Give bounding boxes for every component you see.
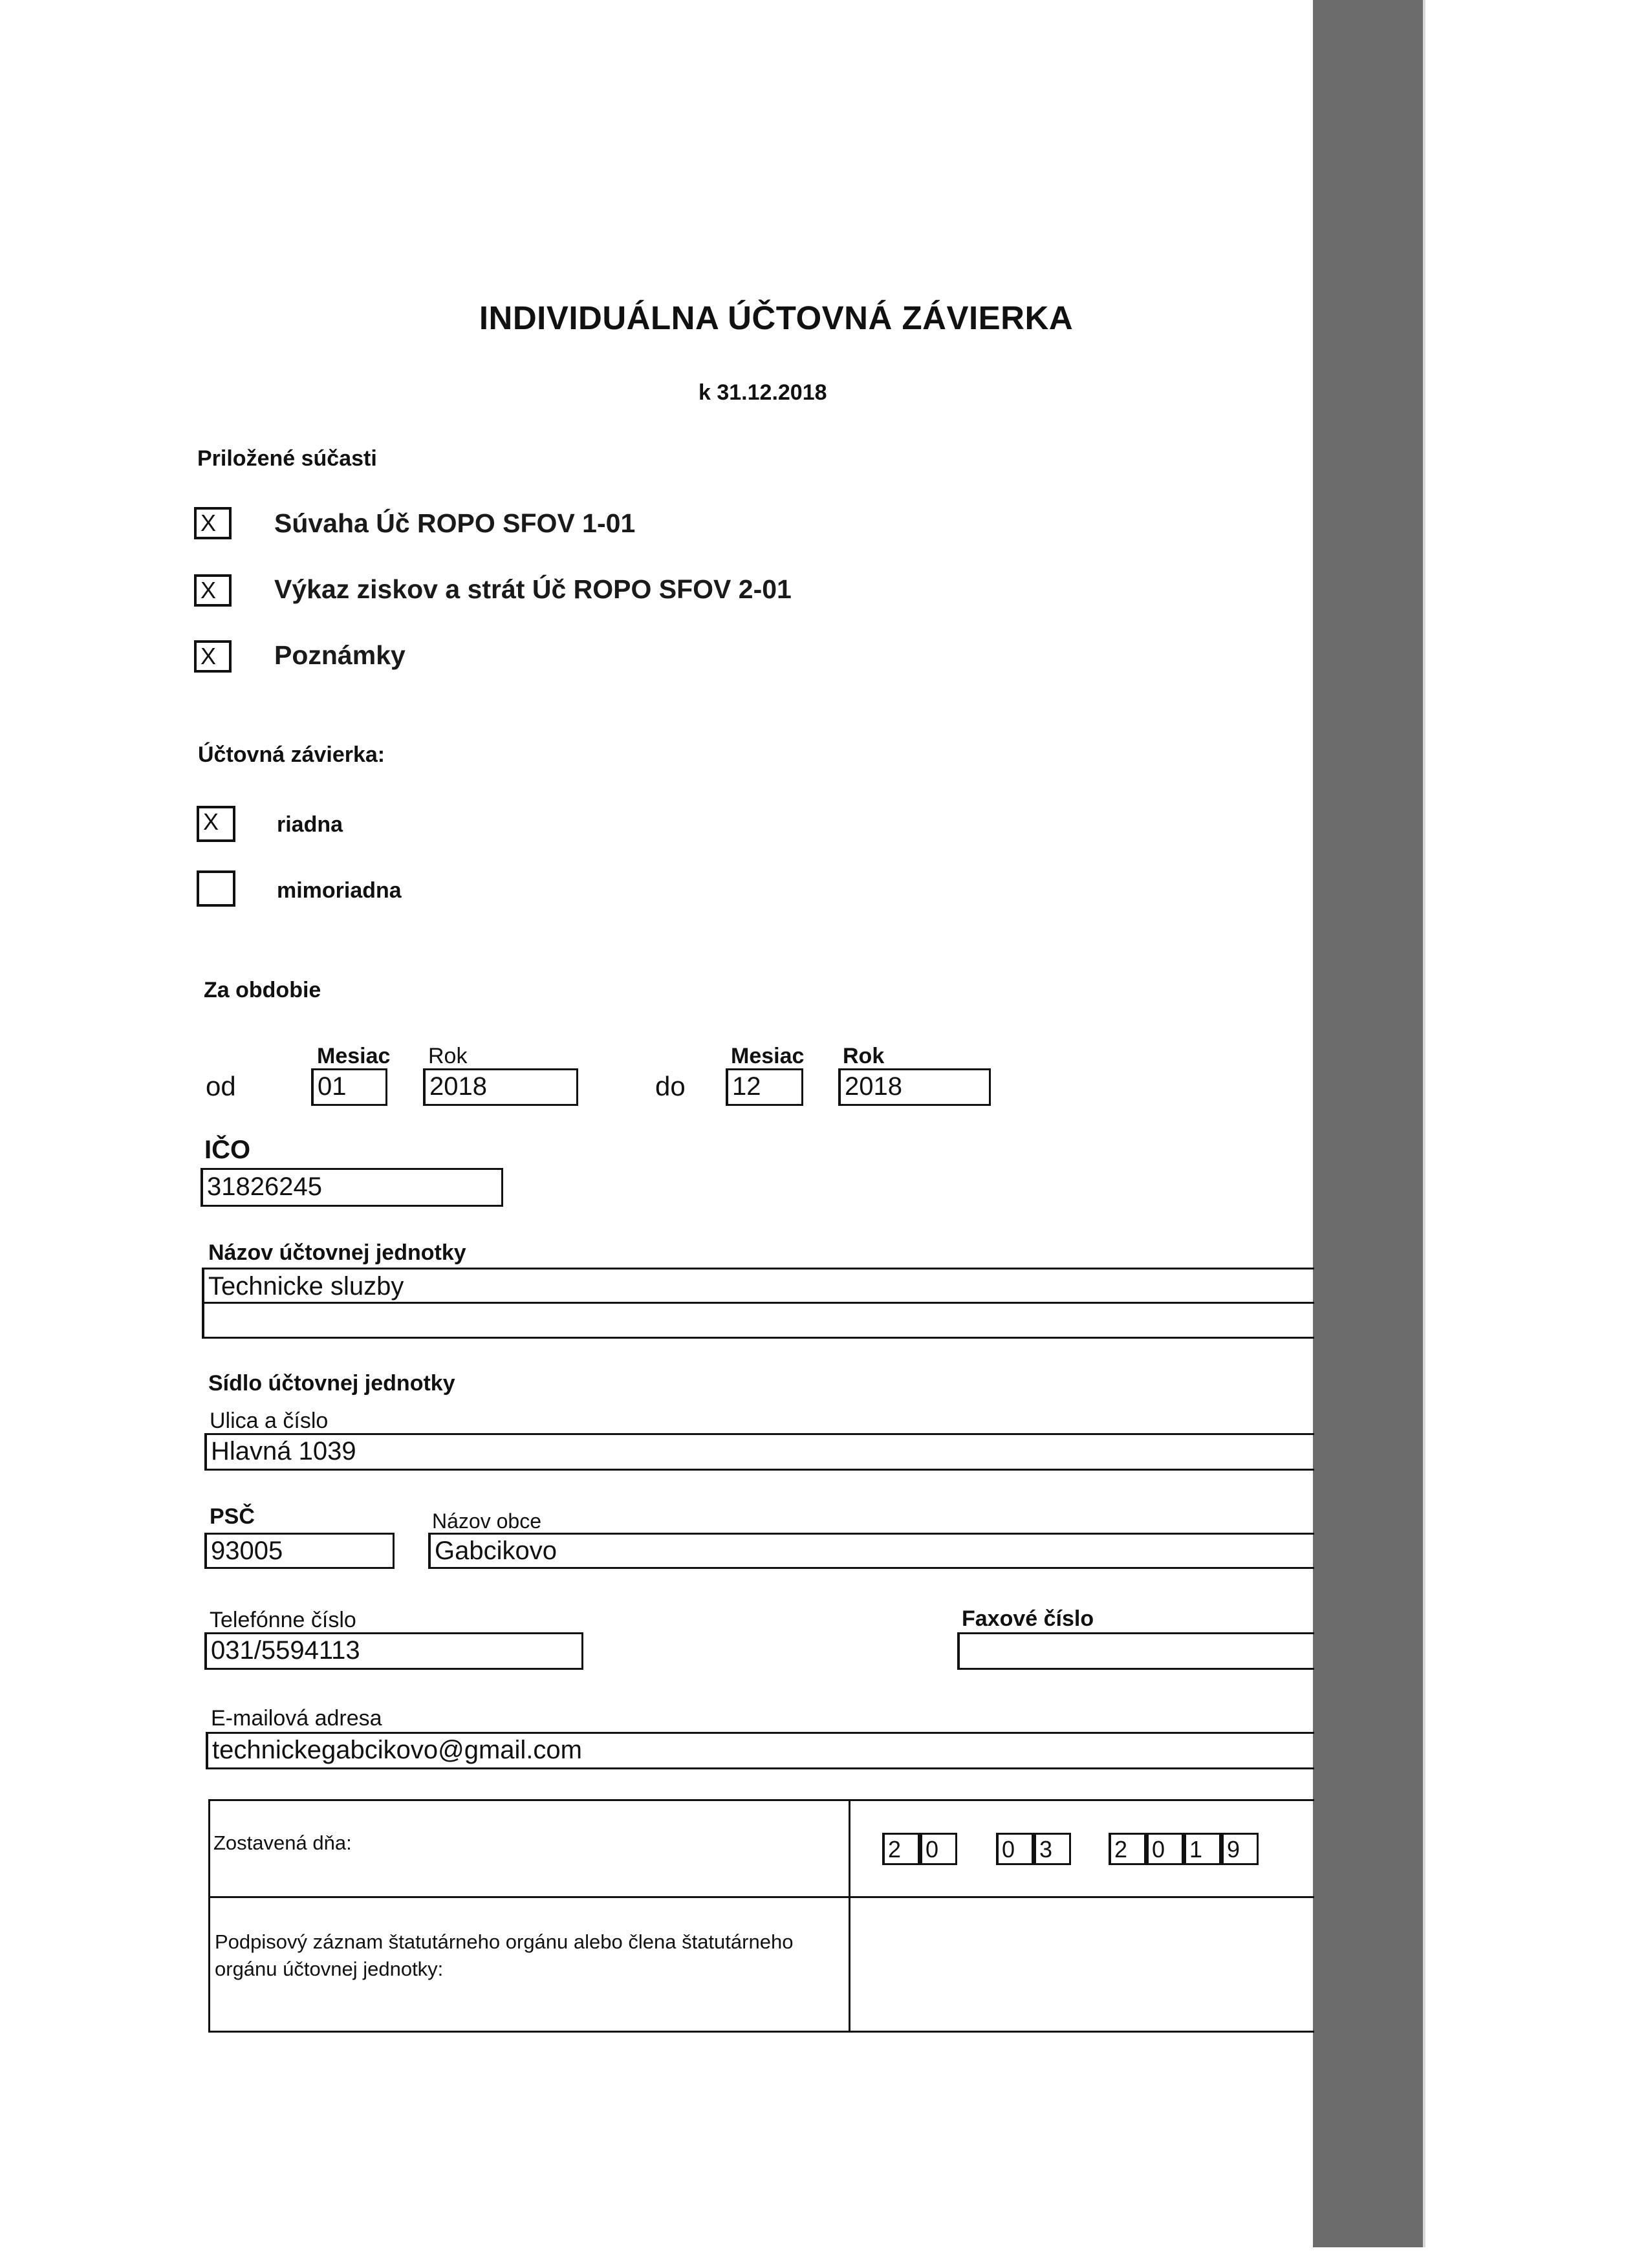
month-digit-1[interactable]: 0 (996, 1833, 1034, 1865)
signature-label (215, 1928, 793, 1983)
signature-label-line2: orgánu účtovnej jednotky: (215, 1958, 444, 1980)
from-year-field[interactable]: 2018 (423, 1068, 578, 1106)
checkbox-income-statement[interactable]: X (194, 574, 232, 607)
from-year-header: Rok (428, 1044, 468, 1068)
year-digit-2[interactable]: 0 (1146, 1833, 1184, 1865)
to-label: do (655, 1071, 686, 1101)
to-month-field[interactable]: 12 (726, 1068, 803, 1106)
signature-area[interactable] (852, 1900, 1312, 2029)
email-label: E-mailová adresa (211, 1706, 382, 1731)
period-label: Za obdobie (204, 978, 321, 1002)
checkbox-regular[interactable]: X (197, 806, 235, 842)
closing-type-label: Účtovná závierka: (198, 742, 385, 767)
table-bottom-border (208, 2031, 1314, 2033)
entity-name-line1: Technicke sluzby (208, 1272, 404, 1301)
table-left-border (208, 1799, 210, 2033)
year-digit-1[interactable]: 2 (1109, 1833, 1146, 1865)
seat-label: Sídlo účtovnej jednotky (208, 1371, 455, 1396)
balance-sheet-label: Súvaha Úč ROPO SFOV 1-01 (274, 508, 636, 538)
street-label: Ulica a číslo (210, 1409, 329, 1433)
psc-field[interactable]: 93005 (204, 1533, 395, 1569)
phone-label: Telefónne číslo (210, 1608, 356, 1632)
ico-field[interactable]: 31826245 (200, 1168, 503, 1207)
attached-parts-label: Priložené súčasti (197, 446, 377, 471)
phone-field[interactable]: 031/5594113 (204, 1632, 583, 1670)
signature-label-line1: Podpisový záznam štatutárneho orgánu alebo člena štatutárneho (215, 1930, 794, 1953)
table-top-border (208, 1799, 1314, 1801)
to-year-field[interactable]: 2018 (838, 1068, 991, 1106)
town-field[interactable]: Gabcikovo (428, 1533, 1314, 1569)
scan-edge-highlight (1423, 0, 1425, 2247)
day-digit-2[interactable]: 0 (920, 1833, 957, 1865)
checkbox-extraordinary[interactable] (197, 870, 235, 907)
document-title: INDIVIDUÁLNA ÚČTOVNÁ ZÁVIERKA (479, 299, 1074, 336)
scan-edge-shadow (1313, 0, 1423, 2247)
entity-name-divider (204, 1302, 1314, 1304)
from-month-field[interactable]: 01 (311, 1068, 387, 1106)
from-month-header: Mesiac (317, 1044, 391, 1068)
checkbox-notes[interactable]: X (194, 640, 232, 673)
compiled-date-label: Zostavená dňa: (213, 1831, 352, 1854)
extraordinary-label: mimoriadna (277, 878, 402, 903)
table-column-divider (849, 1799, 850, 2033)
from-label: od (206, 1071, 236, 1101)
street-field[interactable]: Hlavná 1039 (204, 1433, 1314, 1471)
to-month-header: Mesiac (731, 1044, 805, 1068)
entity-name-label: Názov účtovnej jednotky (208, 1240, 466, 1265)
email-field[interactable]: technickegabcikovo@gmail.com (206, 1732, 1314, 1769)
ico-label: IČO (204, 1136, 251, 1164)
fax-label: Faxové číslo (962, 1606, 1094, 1631)
entity-name-field[interactable] (202, 1268, 1314, 1339)
fax-field[interactable] (957, 1632, 1314, 1670)
income-statement-label: Výkaz ziskov a strát Úč ROPO SFOV 2-01 (274, 574, 792, 604)
town-label: Názov obce (432, 1509, 541, 1533)
day-digit-1[interactable]: 2 (882, 1833, 920, 1865)
notes-label: Poznámky (274, 640, 406, 670)
year-digit-3[interactable]: 1 (1184, 1833, 1221, 1865)
table-middle-border (208, 1896, 1314, 1898)
regular-label: riadna (277, 812, 343, 837)
month-digit-2[interactable]: 3 (1034, 1833, 1071, 1865)
report-date: k 31.12.2018 (698, 380, 827, 405)
psc-label: PSČ (210, 1504, 255, 1529)
year-digit-4[interactable]: 9 (1221, 1833, 1259, 1865)
to-year-header: Rok (843, 1044, 885, 1068)
checkbox-balance-sheet[interactable]: X (194, 507, 232, 539)
